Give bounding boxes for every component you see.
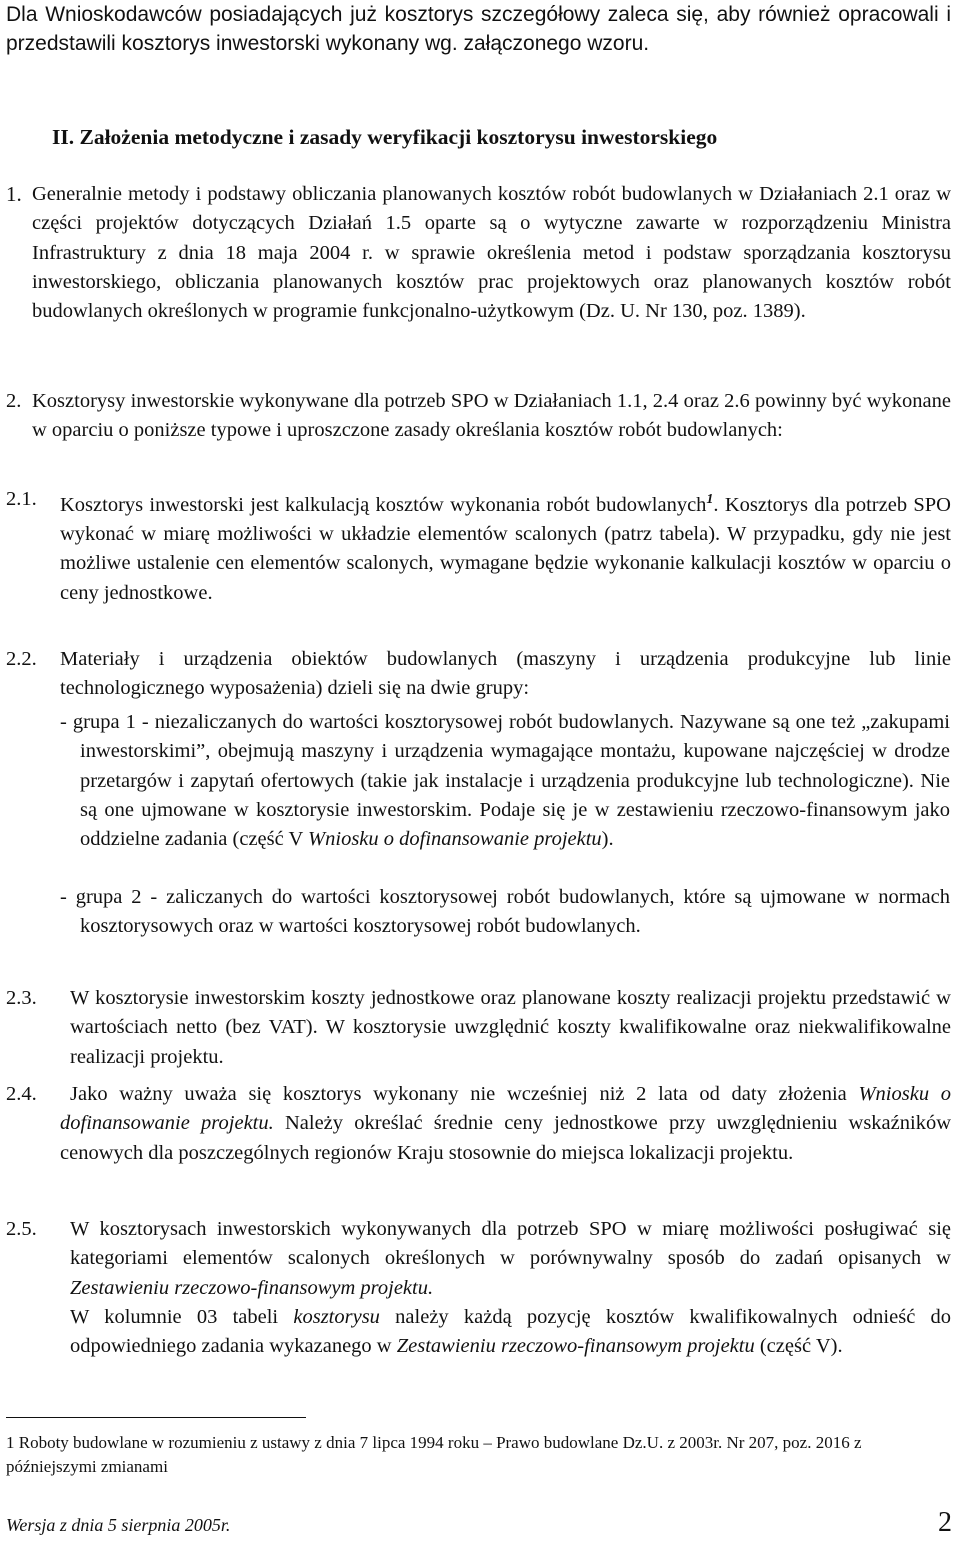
footnote-separator	[6, 1417, 306, 1418]
footnote-reference: 1	[706, 492, 714, 507]
section-2-5-p1-text: W kosztorysach inwestorskich wykonywanych dla potrzeb SPO w miarę możliwości posługiwać się kategoriami elementów scalonych określonych w porównywalny sposób do zadań opisanych w	[70, 1218, 951, 1270]
group-1-text-b: ).	[601, 828, 614, 851]
group-2-text: - grupa 2 - zaliczanych do wartości kosztorysowej robót budowlanych, które są ujmowane w normach kosztorysowych oraz w wartości kosztorysowej robót budowlanych.	[60, 886, 950, 938]
section-heading: II. Założenia metodyczne i zasady weryfikacji kosztorysu inwestorskiego	[52, 125, 718, 149]
section-2-4	[6, 1080, 951, 1168]
section-2-4-italic: Wniosku o dofinansowanie projektu.	[60, 1083, 952, 1135]
section-2-5-p1-italic: Zestawieniu rzeczowo-finansowym projektu.	[70, 1276, 434, 1299]
intro-paragraph: Dla Wnioskodawców posiadających już kosztorys szczegółowy zaleca się, aby również opracowali i przedstawili kosztorys inwestorski wykonany wg. załączonego wzoru.	[6, 3, 951, 55]
item-2-text: Kosztorysy inwestorskie wykonywane dla potrzeb SPO w Działaniach 1.1, 2.4 oraz 2.6 powinny być wykonane w oparciu o poniższe typowe i uproszczone zasady określania kosztów robót budowlanych:	[32, 390, 951, 442]
item-2	[6, 387, 951, 446]
section-2-3-text: W kosztorysie inwestorskim koszty jednostkowe oraz planowane koszty realizacji projektu przedstawić w wartościach netto (bez VAT). W kosztorysie uwzględnić koszty kwalifikowalne oraz niekwalifikowalne realizacji projektu.	[70, 987, 951, 1068]
version-footer: Wersja z dnia 5 sierpnia 2005r.	[6, 1515, 231, 1535]
item-1	[6, 180, 951, 326]
page-number: 2	[938, 1507, 952, 1538]
section-2-5-p2-italic-2: Zestawieniu rzeczowo-finansowym projektu	[396, 1335, 755, 1358]
item-1-text-a: Generalnie metody i podstawy obliczania planowanych kosztów robót budowlanych w Działaniach 2.1 oraz w części projektów dotyczących Działań 1.5	[32, 183, 951, 235]
section-2-4-number: 2.4.	[6, 1083, 37, 1105]
group-1-text-a: - grupa 1 - niezaliczanych do wartości kosztorysowej robót budowlanych. Nazywane są one też „zakupami inwestorskimi”, obejmują maszyny i urządzenia wymagające montażu, kupowane najczęściej w drodze przetargów i zapytań ofertowych (takie jak instalacje i urządzenia produkcyjne lub technologiczne). Nie są one ujmowane w kosztorysie inwestorskim. Podaje się je w zestawieniu rzeczowo-finansowym jako oddzielne zadania (część V	[60, 711, 950, 851]
section-2-2-number: 2.2.	[6, 648, 37, 670]
section-2-4-text-b: Należy określać średnie ceny jednostkowe przy uwzględnieniu wskaźników cenowych dla poszczególnych regionów Kraju stosownie do miejsca lokalizacji projektu.	[60, 1112, 952, 1164]
section-2-5-number: 2.5.	[6, 1218, 37, 1240]
section-2-1	[6, 485, 951, 608]
section-2-5-p2-text-b: należy każdą pozycję kosztów kwalifikowalnych odnieść do odpowiedniego zadania wykazanego w	[70, 1305, 952, 1358]
item-2-number: 2.	[6, 390, 22, 412]
section-2-5-p2-text-c: (część V).	[759, 1335, 843, 1358]
section-2-1-number: 2.1.	[6, 488, 37, 510]
section-2-5-paragraph-1	[70, 1215, 951, 1303]
section-2-5-p2-italic-1: kosztorysu	[293, 1305, 380, 1328]
section-2-2-text: Materiały i urządzenia obiektów budowlanych (maszyny i urządzenia produkcyjne lub linie technologicznego wyposażenia) dzieli się na dwie grupy:	[60, 648, 951, 700]
group-1-italic: Wniosku o dofinansowanie projektu	[308, 828, 602, 851]
section-2-2	[6, 645, 951, 704]
item-1-text-b: oparte są o wytyczne zawarte w rozporządzeniu Ministra Infrastruktury z dnia 18 maja 2004 r. w sprawie określenia metod i podstaw sporządzania kosztorysu inwestorskiego, obliczania planowanych kosztów prac projektowych oraz planowanych kosztów robót budowlanych określonych w programie funkcjonalno-użytkowym (Dz. U. Nr 130, poz. 1389).	[32, 212, 951, 323]
section-2-3-number: 2.3.	[6, 987, 37, 1009]
group-1-bullet	[60, 708, 950, 854]
footnote: 1 Roboty budowlane w rozumieniu z ustawy z dnia 7 lipca 1994 roku – Prawo budowlane Dz.U. z 2003r. Nr 207, poz. 2016 z późniejszymi zmianami	[6, 1433, 862, 1476]
section-2-1-text-a: Kosztorys inwestorski jest kalkulacją kosztów wykonania robót budowlanych	[60, 493, 707, 516]
section-2-5	[6, 1215, 951, 1361]
section-2-5-paragraph-2	[70, 1303, 951, 1362]
section-2-5-p2-text-a: W kolumnie 03 tabeli	[70, 1305, 279, 1328]
section-2-1-text-b: . Kosztorys dla potrzeb SPO wykonać w miarę możliwości w układzie elementów scalonych (patrz tabela). W przypadku, gdy nie jest możliwe ustalenie cen elementów scalonych, wymagane będzie wykonanie kalkulacji kosztów w oparciu o ceny jednostkowe.	[60, 493, 951, 604]
section-2-3	[6, 984, 951, 1072]
group-2-bullet	[60, 883, 950, 942]
section-2-4-text-a: Jako ważny uważa się kosztorys wykonany nie wcześniej niż 2 lata od daty złożenia	[70, 1083, 847, 1105]
item-1-number: 1.	[6, 182, 22, 206]
